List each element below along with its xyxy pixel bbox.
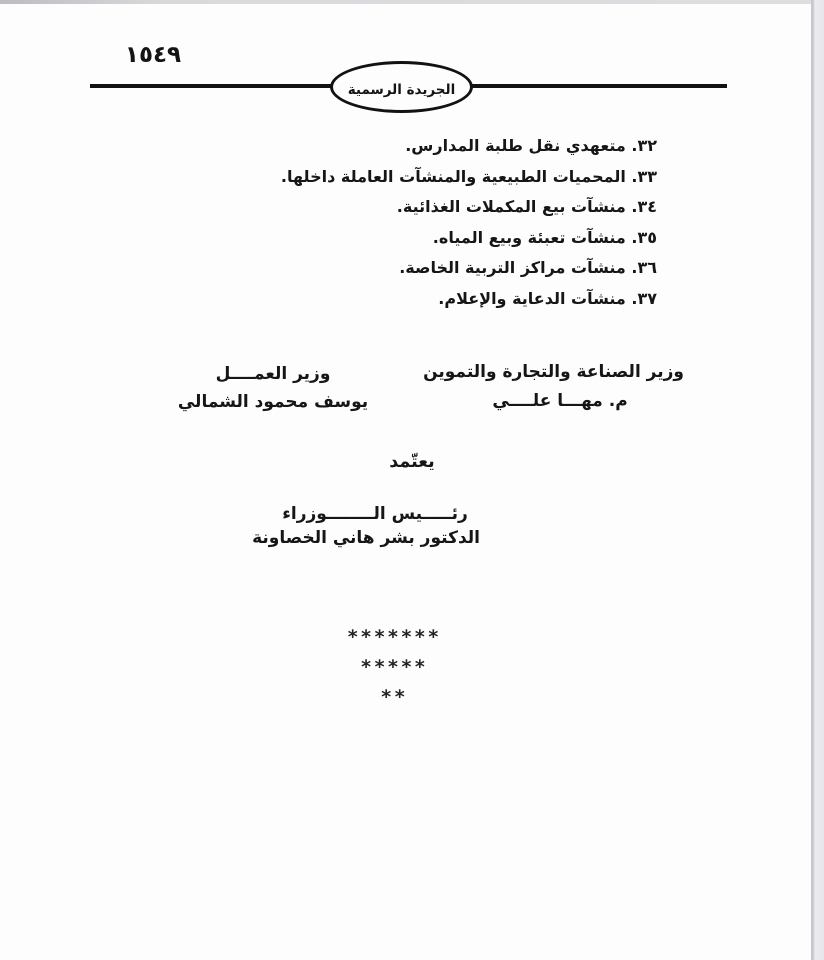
list-item-35: ٣٥. منشآت تعبئة وبيع المياه. (432, 227, 657, 247)
asterisk-row-1: ******* (346, 626, 442, 648)
prime-minister-title: رئـــــيس الــــــــوزراء (282, 504, 468, 524)
page-number: ١٥٤٩ (124, 42, 182, 68)
list-item-32: ٣٢. متعهدي نقل طلبة المدارس. (405, 136, 657, 155)
labor-minister-name: يوسف محمود الشمالي (177, 392, 369, 412)
scan-right-edge (811, 0, 824, 960)
prime-minister-signature (252, 502, 480, 550)
gazette-banner-title: الجريدة الرسمية (347, 82, 456, 98)
asterisk-separator (294, 622, 494, 712)
gazette-banner-ellipse (330, 61, 473, 113)
numbered-list (281, 131, 657, 315)
list-item-33: ٣٣. المحميات الطبيعية والمنشآت العاملة داخلها. (280, 166, 657, 186)
list-item-34: ٣٤. منشآت بيع المكملات الغذائية. (396, 197, 657, 217)
signature-labor-minister (166, 360, 380, 416)
prime-minister-name: الدكتور بشر هاني الخصاونة (252, 528, 480, 548)
asterisk-row-3: ** (380, 686, 408, 708)
labor-minister-title: وزير العمــــل (215, 364, 331, 384)
approval-word: يعتّمد (389, 452, 435, 472)
asterisk-row-2: ***** (360, 656, 428, 678)
list-item-36: ٣٦. منشآت مراكز التربية الخاصة. (399, 258, 657, 278)
list-item-37: ٣٧. منشآت الدعاية والإعلام. (438, 288, 657, 308)
industry-minister-name: م. مهـــا علــــي (492, 391, 628, 411)
scan-top-edge (0, 0, 824, 4)
industry-minister-title: وزير الصناعة والتجارة والتموين (423, 362, 684, 382)
signature-industry-minister (423, 358, 684, 416)
